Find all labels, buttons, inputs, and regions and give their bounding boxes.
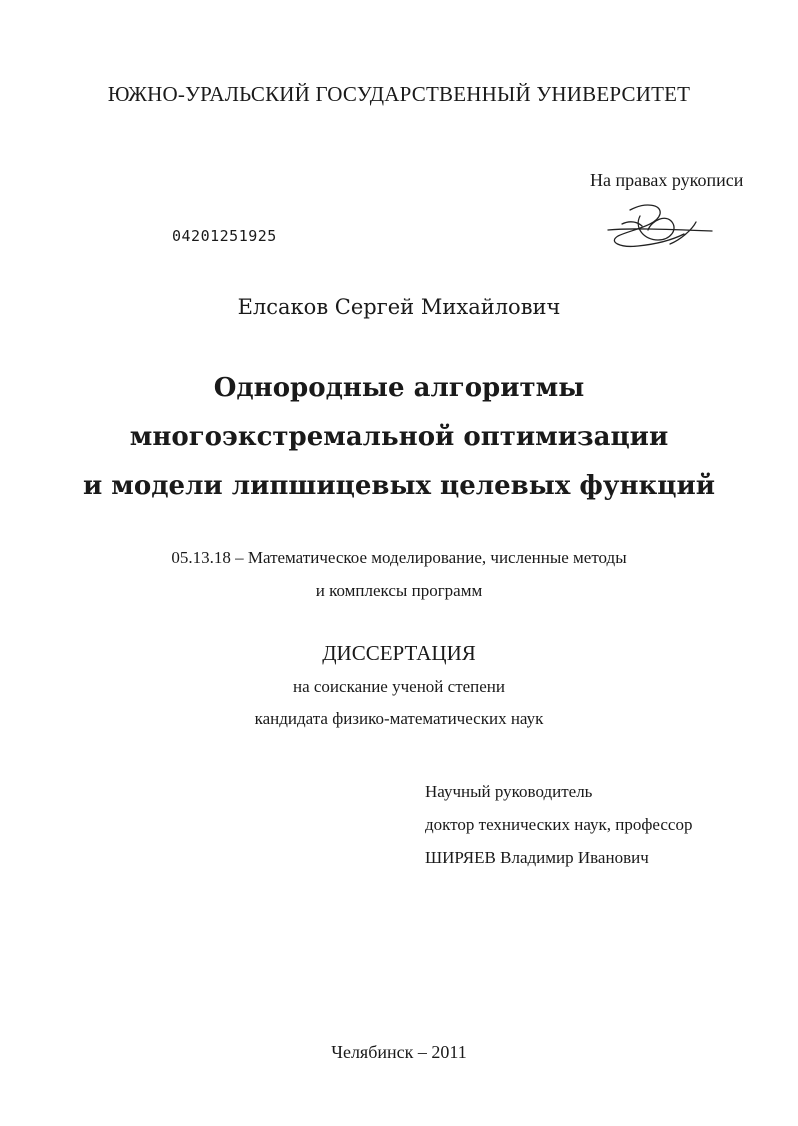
university-name: ЮЖНО-УРАЛЬСКИЙ ГОСУДАРСТВЕННЫЙ УНИВЕРСИТЕТ <box>107 82 691 106</box>
thesis-title-line-1: Однородные алгоритмы <box>213 373 585 403</box>
handwritten-signature <box>600 200 720 256</box>
thesis-title-line-3: и модели липшицевых целевых функций <box>82 471 716 501</box>
place-year: Челябинск – 2011 <box>331 1042 467 1062</box>
advisor-name: ШИРЯЕВ Владимир Иванович <box>425 848 649 867</box>
specialty-line-2: и комплексы программ <box>315 581 483 600</box>
dissertation-label: ДИССЕРТАЦИЯ <box>322 641 476 665</box>
degree-line-2: кандидата физико-математических наук <box>254 709 544 728</box>
thesis-title-line-2: многоэкстремальной оптимизации <box>129 422 669 452</box>
specialty-line-1: 05.13.18 – Математическое моделирование, численные методы <box>171 548 627 567</box>
author-name: Елсаков Сергей Михайлович <box>237 295 561 319</box>
advisor-label: Научный руководитель <box>425 782 593 801</box>
degree-line-1: на соискание ученой степени <box>292 677 506 696</box>
catalog-number: 04201251925 <box>172 227 277 245</box>
manuscript-note: На правах рукописи <box>590 170 744 190</box>
advisor-title: доктор технических наук, профессор <box>425 815 693 834</box>
